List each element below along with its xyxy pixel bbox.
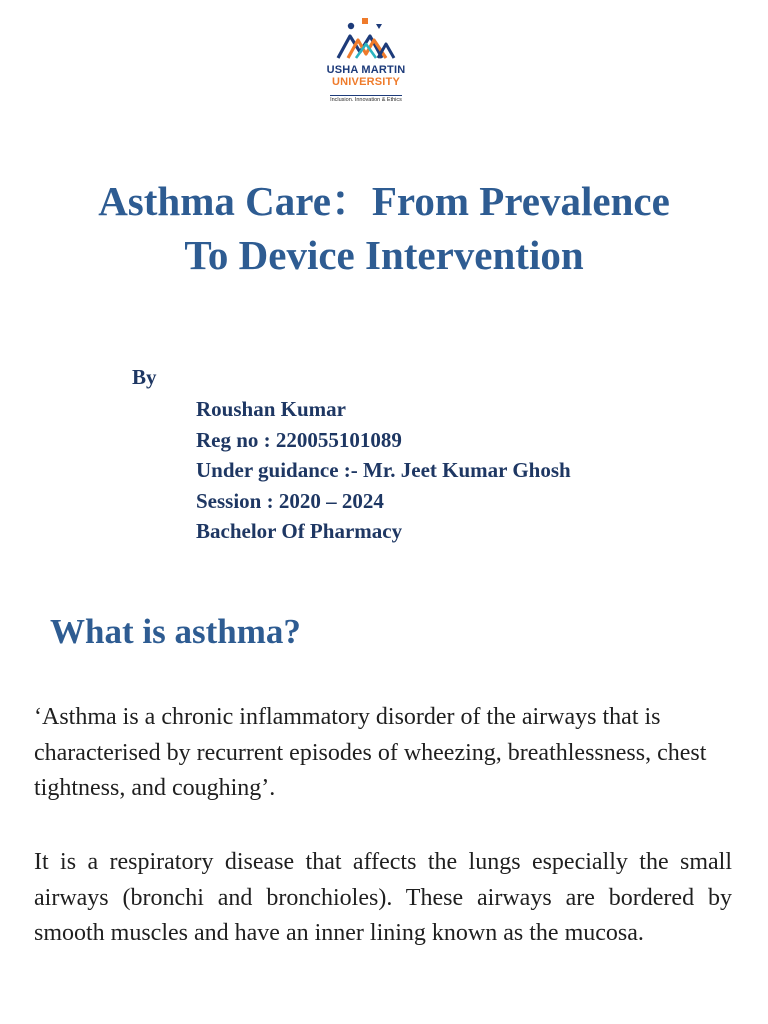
definition-paragraph: ‘Asthma is a chronic inflammatory disorder of the airways that is characterised by recurrent episodes of wheezing, breathlessness, chest tightness, and coughing’. (34, 704, 707, 801)
university-name-line1: USHA MARTIN (326, 64, 406, 76)
title-line-1: Asthma Care：From Prevalence (98, 178, 670, 224)
author-name: Roushan Kumar (196, 397, 346, 421)
session-line: Session : 2020 – 2024 (196, 488, 384, 513)
university-name-line2: UNIVERSITY (331, 76, 400, 88)
university-tagline: Inclusion. Innovation & Ethics (330, 97, 402, 103)
university-logo-mark-icon (334, 16, 398, 62)
university-logo (308, 16, 424, 116)
registration-number: Reg no : 220055101089 (196, 427, 402, 452)
section-heading: What is asthma? (50, 612, 301, 651)
description-paragraph: It is a respiratory disease that affects the lungs especially the small airways (bronchi and bronchioles). These airways are bordered by smooth muscles and have an inner lining known as the mucosa. (34, 849, 732, 946)
author-details (196, 394, 571, 547)
byline-by: By (132, 365, 157, 389)
title-line-2: To Device Intervention (184, 232, 584, 278)
guidance-line: Under guidance :- Mr. Jeet Kumar Ghosh (196, 458, 571, 482)
degree-line: Bachelor Of Pharmacy (196, 519, 403, 543)
document-title (40, 174, 728, 282)
